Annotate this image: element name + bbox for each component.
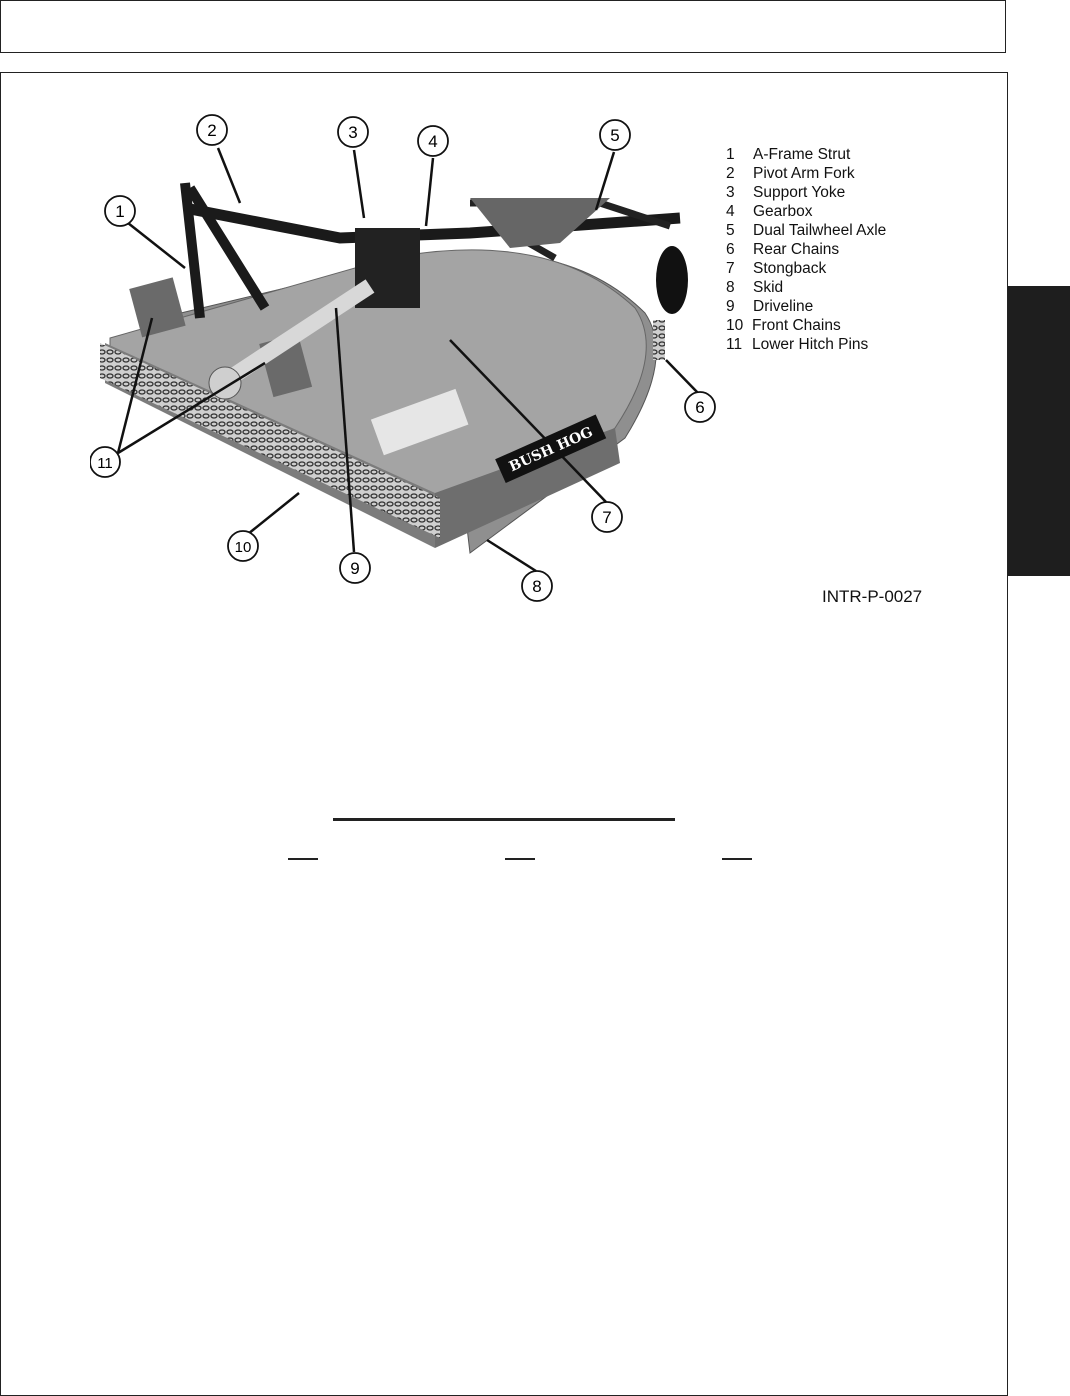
legend-label: A-Frame Strut: [753, 146, 851, 163]
legend-item: [726, 202, 996, 221]
parts-legend: [726, 145, 996, 354]
callout-10: [228, 531, 258, 561]
logo-text: BUSH HOG: [506, 424, 596, 476]
blank-line: [288, 858, 318, 860]
legend-number: 1: [726, 146, 735, 163]
legend-label: Pivot Arm Fork: [753, 165, 855, 182]
callout-2: [197, 115, 227, 145]
callout-11: [90, 447, 120, 477]
callout-4: [418, 126, 448, 156]
legend-item: [726, 297, 996, 316]
svg-text:10: 10: [234, 539, 252, 556]
legend-item: [726, 240, 996, 259]
legend-item: [726, 278, 996, 297]
legend-number: 6: [726, 241, 735, 258]
legend-label: Stongback: [753, 260, 827, 277]
svg-text:4: 4: [428, 132, 438, 151]
legend-item: [726, 183, 996, 202]
legend-number: 9: [726, 298, 735, 315]
callout-5: [600, 120, 630, 150]
svg-text:5: 5: [610, 126, 620, 145]
blank-line: [505, 858, 535, 860]
legend-number: 2: [726, 165, 735, 182]
section-rule: [333, 818, 675, 821]
legend-number: 7: [726, 260, 735, 277]
svg-text:8: 8: [532, 577, 542, 596]
legend-label: Lower Hitch Pins: [752, 336, 869, 353]
mower-photo: [90, 108, 720, 608]
legend-item: [726, 259, 996, 278]
svg-text:3: 3: [348, 123, 358, 142]
blank-line: [722, 858, 752, 860]
legend-label: Dual Tailwheel Axle: [753, 222, 887, 239]
legend-label: Driveline: [753, 298, 814, 315]
callout-6: [685, 392, 715, 422]
figure-id: INTR-P-0027: [822, 587, 923, 606]
svg-text:1: 1: [115, 202, 125, 221]
legend-number: 4: [726, 203, 735, 220]
legend-label: Support Yoke: [753, 184, 846, 201]
svg-text:11: 11: [97, 455, 113, 472]
svg-text:7: 7: [602, 508, 612, 527]
support-yoke: [185, 208, 680, 238]
callout-3: [338, 117, 368, 147]
legend-label: Rear Chains: [753, 241, 840, 258]
a-frame: [185, 183, 265, 318]
callout-8: [522, 571, 552, 601]
header-box: [0, 0, 1006, 53]
legend-item: [726, 221, 996, 240]
section-tab: [1008, 286, 1070, 576]
legend-label: Front Chains: [752, 317, 841, 334]
legend-item: [726, 145, 996, 164]
svg-text:6: 6: [695, 398, 705, 417]
legend-item: [726, 335, 996, 354]
svg-text:2: 2: [207, 121, 217, 140]
callout-1: [105, 196, 135, 226]
svg-text:9: 9: [350, 559, 360, 578]
legend-number: 11: [726, 336, 743, 353]
callout-7: [592, 502, 622, 532]
tailwheel: [656, 246, 688, 314]
legend-number: 8: [726, 279, 735, 296]
legend-number: 3: [726, 184, 735, 201]
legend-label: Gearbox: [753, 203, 813, 220]
rear-chains: [653, 320, 665, 360]
legend-number: 5: [726, 222, 735, 239]
legend-number: 10: [726, 317, 744, 334]
legend-label: Skid: [753, 279, 784, 296]
legend-item: [726, 164, 996, 183]
callout-9: [340, 553, 370, 583]
legend-item: [726, 316, 996, 335]
